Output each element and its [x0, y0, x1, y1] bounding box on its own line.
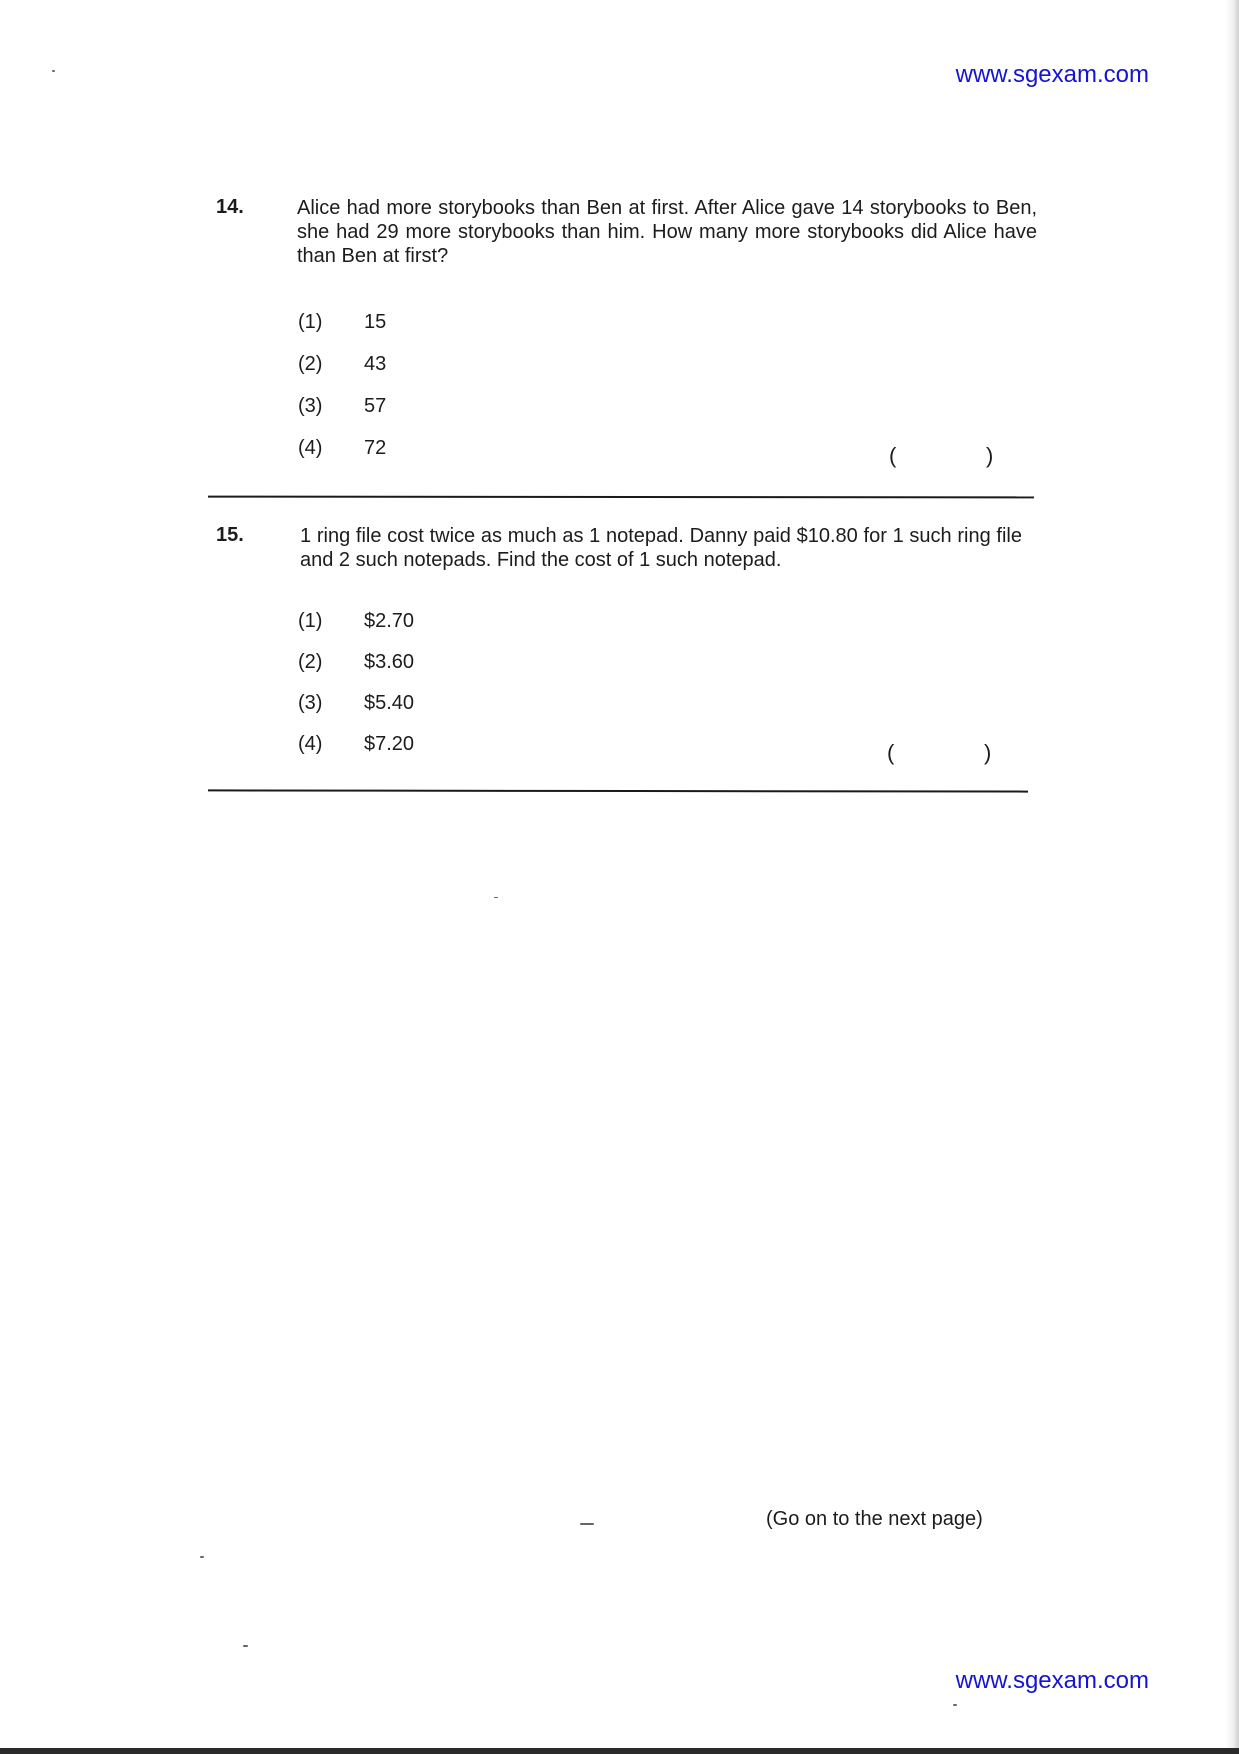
option-label: (4): [298, 437, 323, 459]
go-on-note: (Go on to the next page): [766, 1508, 983, 1530]
watermark-top: www.sgexam.com: [955, 61, 1149, 88]
watermark-bottom: www.sgexam.com: [955, 1667, 1149, 1694]
option-label: (4): [298, 733, 323, 755]
option-label: (1): [298, 610, 323, 632]
option-value: 43: [364, 353, 387, 375]
page-edge-shadow: [1225, 0, 1239, 1754]
scan-speck: [200, 1556, 204, 1558]
question-number: 15.: [216, 524, 244, 546]
option-label: (3): [298, 692, 323, 714]
question-text: Alice had more storybooks than Ben at first. After Alice gave 14 storybooks to Ben, she had 29 more storybooks than him. How many more storybooks did Alice have than Ben at first?: [297, 197, 1037, 267]
scan-bottom-edge: [0, 1748, 1239, 1754]
option-value: 57: [364, 395, 387, 417]
option-label: (2): [298, 651, 323, 673]
question-divider: [208, 496, 1034, 499]
option-value: $2.70: [364, 610, 415, 632]
option-label: (2): [298, 353, 323, 375]
option-value: 72: [364, 437, 387, 459]
option-value: $3.60: [364, 651, 415, 673]
question-divider: [208, 789, 1028, 792]
scan-speck: [52, 70, 55, 72]
option-value: $5.40: [364, 692, 415, 714]
option-value: $7.20: [364, 733, 415, 755]
answer-bracket-close: ): [986, 443, 994, 468]
scan-speck: [494, 897, 498, 898]
scan-speck: [580, 1523, 594, 1525]
answer-bracket-open: (: [887, 740, 895, 765]
answer-bracket-open: (: [889, 443, 897, 468]
question-number: 14.: [216, 196, 244, 218]
option-label: (3): [298, 395, 323, 417]
question-text: 1 ring file cost twice as much as 1 notepad. Danny paid $10.80 for 1 such ring file and 2 such notepads. Find the cost of 1 such notepad.: [300, 525, 1022, 571]
scan-speck: [953, 1704, 957, 1706]
scan-speck: [243, 1645, 248, 1647]
option-label: (1): [298, 311, 323, 333]
option-value: 15: [364, 311, 387, 333]
answer-bracket-close: ): [984, 740, 992, 765]
